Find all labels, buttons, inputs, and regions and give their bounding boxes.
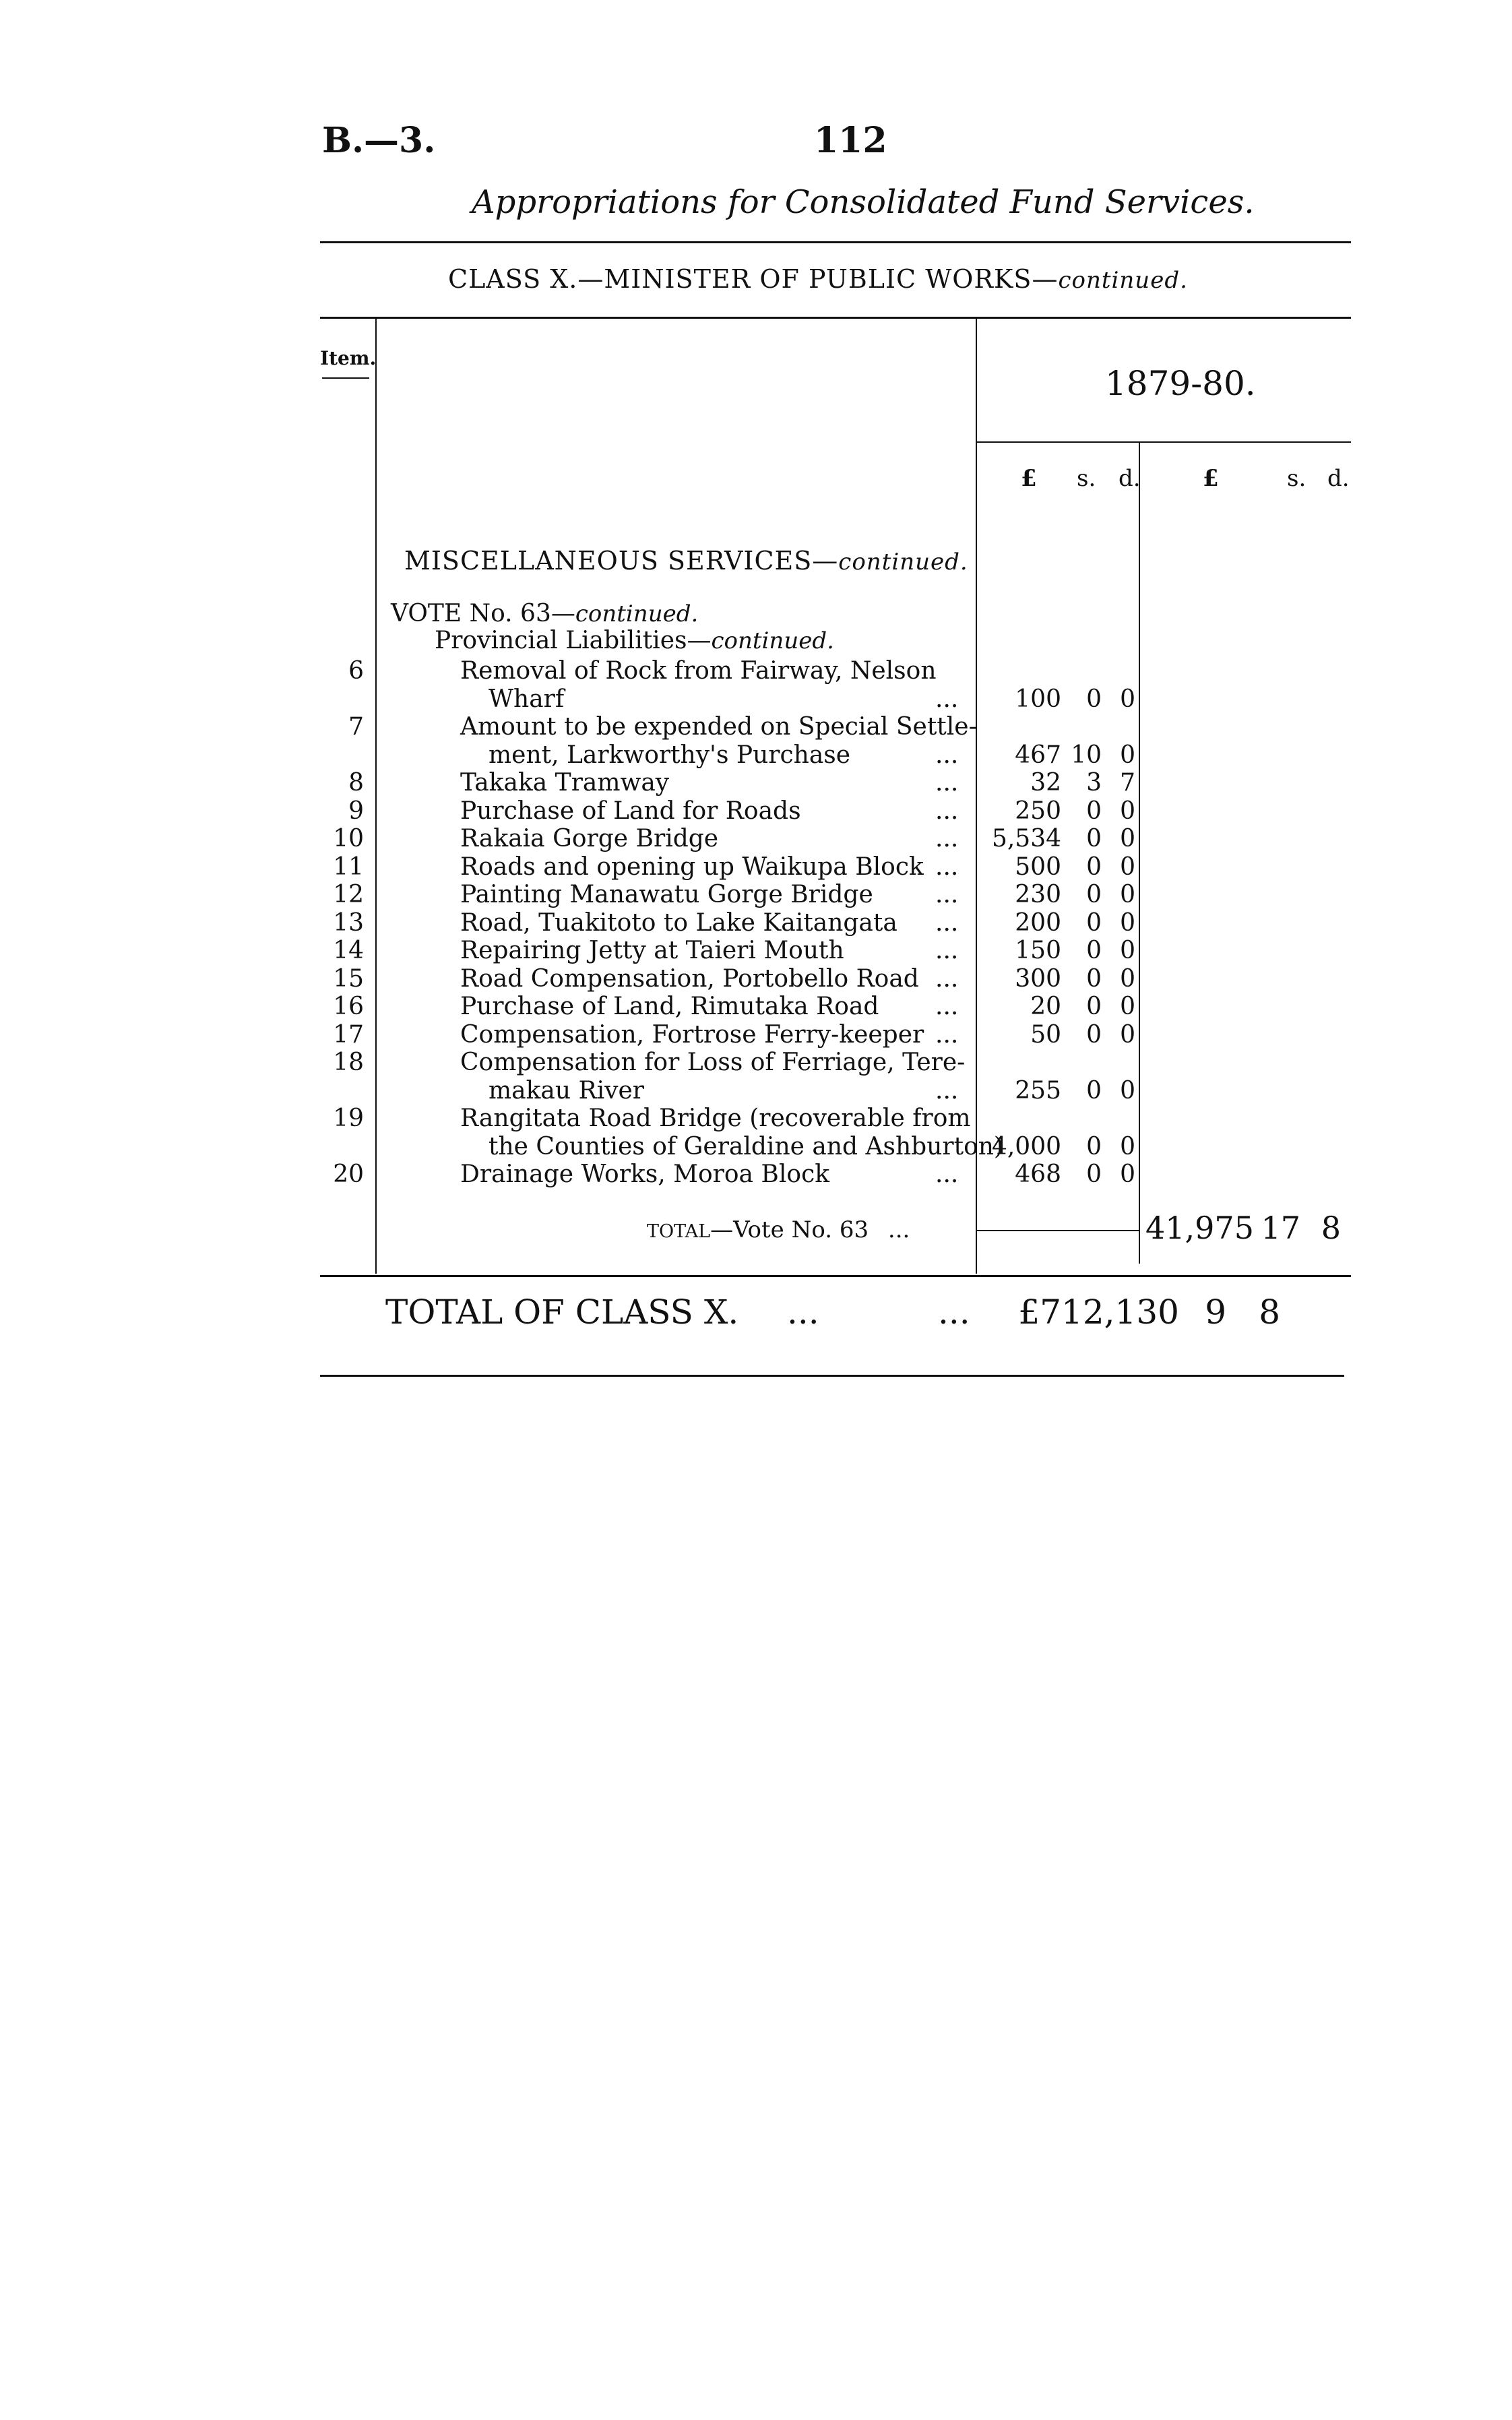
leader-dots: ... [935, 769, 959, 797]
amount-pounds: 467 [1015, 741, 1061, 769]
amount-shillings: 0 [1086, 881, 1102, 908]
item-description: Compensation for Loss of Ferriage, Tere- [460, 1049, 966, 1076]
amount-pence: 0 [1120, 1020, 1135, 1049]
leader-dots: ... [935, 908, 959, 937]
item-number: 8 [348, 769, 364, 797]
vote-total-dots: ... [887, 1216, 910, 1243]
amount-shillings: 0 [1086, 825, 1102, 852]
col-divider-item [375, 317, 377, 1274]
item-number: 12 [333, 881, 364, 908]
rule-table-top [320, 317, 1351, 319]
leader-dots: ... [935, 964, 959, 993]
vote-total-pence: 8 [1321, 1210, 1341, 1246]
item-description: makau River [489, 1076, 644, 1105]
item-number: 16 [333, 993, 364, 1020]
amount-pounds: 150 [1015, 937, 1061, 964]
rule-bottom [320, 1375, 1344, 1377]
class-total-pence: 8 [1259, 1293, 1280, 1332]
amount-shillings: 0 [1086, 937, 1102, 964]
class-total-shillings: 9 [1205, 1293, 1226, 1332]
col-header-pound: £ [1021, 465, 1037, 492]
item-description: Purchase of Land for Roads [460, 797, 801, 825]
vote-total-shillings: 17 [1261, 1210, 1300, 1246]
item-description: Compensation, Fortrose Ferry-keeper [460, 1020, 924, 1049]
class-heading [448, 264, 1188, 294]
amount-shillings: 0 [1086, 908, 1102, 937]
amount-shillings: 0 [1086, 993, 1102, 1020]
item-number: 11 [333, 852, 364, 881]
amount-pence: 0 [1120, 1076, 1135, 1105]
item-column-header: Item. [320, 347, 377, 369]
amount-pence: 0 [1120, 852, 1135, 881]
item-description: Road, Tuakitoto to Lake Kaitangata [460, 908, 897, 937]
amount-shillings: 0 [1086, 1160, 1102, 1188]
amount-pounds: 230 [1015, 881, 1061, 908]
amount-pounds: 500 [1015, 852, 1061, 881]
class-total-dots-1: ... [787, 1293, 819, 1332]
page-number: 112 [814, 120, 887, 161]
amount-pence: 0 [1120, 825, 1135, 852]
item-number: 14 [333, 937, 364, 964]
amount-pounds: 32 [1030, 769, 1061, 797]
col-header-pound-total: £ [1203, 465, 1219, 492]
class-total-dots-2: ... [938, 1293, 970, 1332]
amount-pounds: 20 [1030, 993, 1061, 1020]
amount-shillings: 0 [1086, 852, 1102, 881]
class-total-pounds: £712,130 [1018, 1293, 1179, 1332]
item-number: 18 [333, 1049, 364, 1076]
class-total-label: TOTAL OF CLASS X. [385, 1293, 739, 1332]
vote-cont: continued. [575, 600, 699, 627]
col-header-shillings: s. [1077, 465, 1096, 492]
amount-shillings: 10 [1071, 741, 1102, 769]
item-description: Purchase of Land, Rimutaka Road [460, 993, 879, 1020]
amount-pounds: 468 [1015, 1160, 1061, 1188]
item-description: Road Compensation, Portobello Road [460, 964, 919, 993]
section-cont: continued. [838, 549, 968, 576]
leader-dots: ... [935, 1020, 959, 1049]
item-header-underline [322, 377, 369, 379]
leader-dots: ... [935, 881, 959, 908]
year-header: 1879-80. [1105, 364, 1256, 403]
item-description: Drainage Works, Moroa Block [460, 1160, 830, 1188]
amount-pence: 0 [1120, 1132, 1135, 1160]
item-description: Takaka Tramway [460, 769, 670, 797]
amount-shillings: 0 [1086, 685, 1102, 713]
class-heading-text: CLASS X.—MINISTER OF PUBLIC WORKS— [448, 264, 1059, 294]
item-number: 17 [333, 1020, 364, 1049]
page-title: Appropriations for Consolidated Fund Services. [472, 183, 1255, 221]
vote-total-pounds: 41,975 [1145, 1210, 1254, 1246]
item-number: 19 [333, 1105, 364, 1132]
vote-heading [391, 600, 698, 627]
item-number: 10 [333, 825, 364, 852]
amount-pence: 7 [1120, 769, 1135, 797]
item-description: Rakaia Gorge Bridge [460, 825, 719, 852]
item-number: 20 [333, 1160, 364, 1188]
amount-pence: 0 [1120, 881, 1135, 908]
amount-pence: 0 [1120, 993, 1135, 1020]
item-description: Removal of Rock from Fairway, Nelson [460, 657, 937, 685]
item-description: Painting Manawatu Gorge Bridge [460, 881, 873, 908]
class-heading-cont: continued. [1058, 267, 1188, 294]
item-number: 13 [333, 908, 364, 937]
subsection-text: Provincial Liabilities— [435, 627, 712, 654]
amount-pounds: 4,000 [991, 1132, 1061, 1160]
item-description: Wharf [489, 685, 565, 713]
amount-shillings: 0 [1086, 964, 1102, 993]
amount-pounds: 300 [1015, 964, 1061, 993]
section-heading [404, 546, 968, 576]
leader-dots: ... [935, 852, 959, 881]
item-description: Repairing Jetty at Taieri Mouth [460, 937, 844, 964]
item-description: Amount to be expended on Special Settle- [460, 713, 977, 741]
amount-pence: 0 [1120, 1160, 1135, 1188]
item-description: Roads and opening up Waikupa Block [460, 852, 924, 881]
amount-pence: 0 [1120, 741, 1135, 769]
item-description: Rangitata Road Bridge (recoverable from [460, 1105, 971, 1132]
item-description: ment, Larkworthy's Purchase [489, 741, 851, 769]
amount-pence: 0 [1120, 964, 1135, 993]
amount-pounds: 200 [1015, 908, 1061, 937]
vote-text: VOTE No. 63— [391, 600, 575, 627]
amount-pence: 0 [1120, 685, 1135, 713]
item-number: 9 [348, 797, 364, 825]
amount-pounds: 255 [1015, 1076, 1061, 1105]
amount-shillings: 0 [1086, 1020, 1102, 1049]
subsection-heading [435, 627, 834, 654]
col-header-pence: d. [1119, 465, 1141, 492]
amount-pounds: 50 [1030, 1020, 1061, 1049]
amount-shillings: 0 [1086, 797, 1102, 825]
amount-pence: 0 [1120, 797, 1135, 825]
leader-dots: ... [935, 993, 959, 1020]
document-reference: B.—3. [322, 120, 436, 161]
item-number: 7 [348, 713, 364, 741]
amount-pounds: 250 [1015, 797, 1061, 825]
col-divider-amounts [1139, 441, 1140, 1264]
leader-dots: ... [935, 1160, 959, 1188]
subtotal-rule [977, 1230, 1139, 1231]
rule-top [320, 241, 1351, 243]
amount-pounds: 100 [1015, 685, 1061, 713]
vote-total-label [647, 1216, 910, 1243]
col-header-pence-total: d. [1327, 465, 1350, 492]
subsection-cont: continued. [711, 627, 834, 654]
amount-shillings: 0 [1086, 1132, 1102, 1160]
leader-dots: ... [935, 797, 959, 825]
leader-dots: ... [935, 825, 959, 852]
leader-dots: ... [935, 685, 959, 713]
item-description: the Counties of Geraldine and Ashburton) [489, 1132, 1003, 1160]
leader-dots: ... [935, 741, 959, 769]
rule-table-bottom [320, 1275, 1351, 1277]
amount-shillings: 0 [1086, 1076, 1102, 1105]
leader-dots: ... [935, 937, 959, 964]
leader-dots: ... [935, 1076, 959, 1105]
amount-pence: 0 [1120, 937, 1135, 964]
vote-total-label-a: TOTAL [647, 1221, 711, 1242]
amount-pounds: 5,534 [991, 825, 1061, 852]
vote-total-label-b: —Vote No. 63 [710, 1216, 869, 1243]
item-number: 6 [348, 657, 364, 685]
section-text: MISCELLANEOUS SERVICES— [404, 546, 839, 576]
year-underline [977, 441, 1351, 443]
amount-shillings: 3 [1086, 769, 1102, 797]
col-header-shillings-total: s. [1287, 465, 1306, 492]
item-number: 15 [333, 964, 364, 993]
amount-pence: 0 [1120, 908, 1135, 937]
